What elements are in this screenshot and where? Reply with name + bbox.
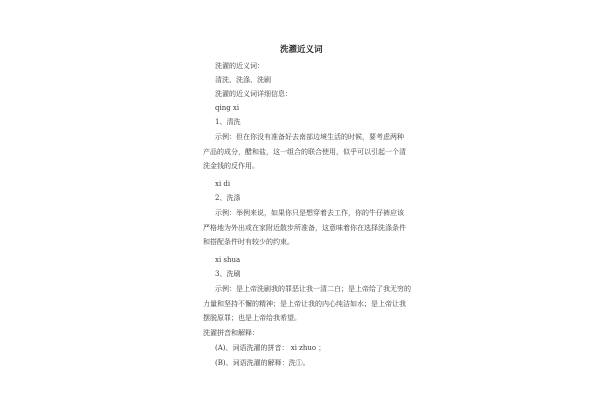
entry-example-line: 力量和坚持不懈的精神；是上帝让我的内心纯洁如水；是上帝让我 <box>203 300 406 308</box>
explain-heading: 洗濯拼音和解释： <box>203 329 259 337</box>
entry-heading: 2、洗涤 <box>215 194 241 202</box>
entry-example-line: 产品的成分，醋和盐，这一组合的联合使用，似乎可以引起一个清 <box>203 148 406 156</box>
intro-heading: 洗濯的近义词： <box>215 62 264 70</box>
entry-example-line: 示例：但在你没有准备好去南部边境生活的时候，要考虑两种 <box>215 133 404 141</box>
explain-item: (A)、词语洗濯的拼音： xi zhuo ； <box>215 344 326 352</box>
entry-pinyin: xi shua <box>215 256 241 264</box>
entry-example-line: 示例：举例来说，如果你只是想穿着去工作，你的牛仔裤应该 <box>215 209 404 217</box>
document-title: 洗濯近义词 <box>280 45 323 55</box>
entry-example-line: 示例：是上帝洗刷我的罪恶让我一清二白；是上帝给了我无穷的 <box>215 285 411 293</box>
document-page <box>160 0 442 400</box>
entry-pinyin: qing xi <box>215 104 240 112</box>
entry-example-line: 摆脱原罪；也是上帝给我希望。 <box>203 314 301 322</box>
entry-heading: 3、洗刷 <box>215 270 241 278</box>
synonyms-list: 清洗、洗涤、洗刷 <box>215 76 271 84</box>
entry-example-line: 洗金钱的反作用。 <box>203 162 259 170</box>
explain-item: (B)、词语洗濯的解释：洗①。 <box>215 359 310 367</box>
entry-pinyin: xi di <box>215 180 231 188</box>
details-heading: 洗濯的近义词详细信息： <box>215 90 292 98</box>
entry-example-line: 严格地为外出或在家附近散步所准备，这意味着你在选择洗涤条件 <box>203 224 406 232</box>
entry-example-line: 和搭配条件时有较少的约束。 <box>203 238 294 246</box>
entry-heading: 1、清洗 <box>215 118 241 126</box>
